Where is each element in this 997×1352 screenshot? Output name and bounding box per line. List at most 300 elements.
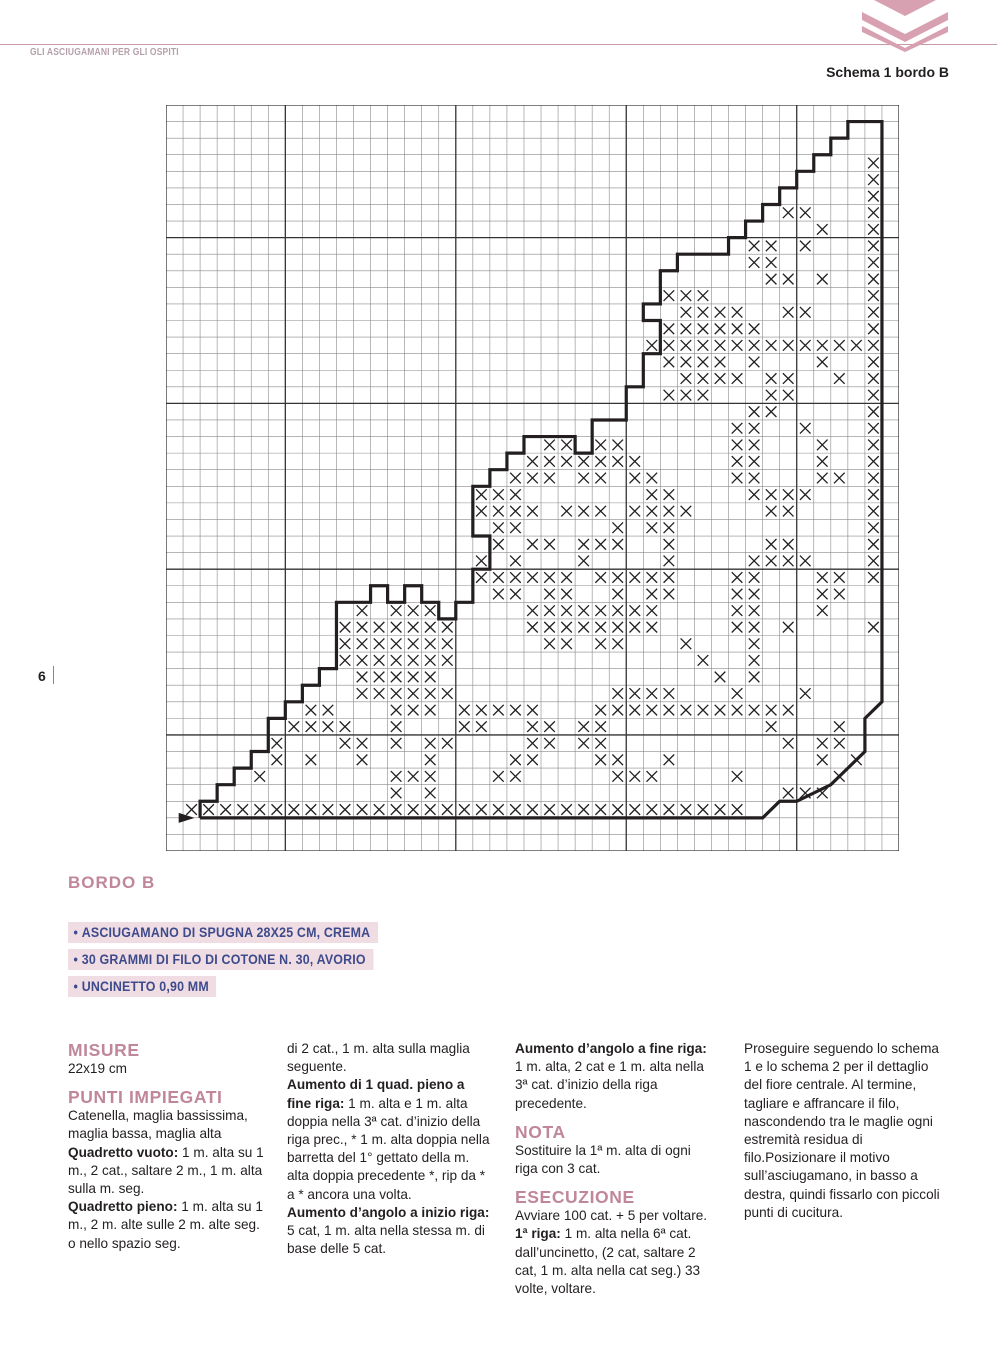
stitch-mark — [732, 323, 743, 334]
stitch-mark — [698, 655, 709, 666]
page-number-divider — [53, 666, 54, 684]
stitch-mark — [425, 638, 436, 649]
stitch-mark — [783, 556, 794, 567]
stitch-mark — [834, 473, 845, 484]
stitch-mark — [664, 340, 675, 351]
stitch-mark — [578, 804, 589, 815]
stitch-mark — [766, 705, 777, 716]
stitch-mark — [306, 755, 317, 766]
stitch-mark — [629, 605, 640, 616]
stitch-mark — [868, 539, 879, 550]
stitch-mark — [612, 572, 623, 583]
stitch-mark — [442, 638, 453, 649]
stitch-mark — [476, 489, 487, 500]
stitch-mark — [493, 506, 504, 517]
stitch-mark — [629, 572, 640, 583]
stitch-mark — [868, 522, 879, 533]
stitch-mark — [476, 721, 487, 732]
stitch-mark — [868, 323, 879, 334]
stitch-mark — [237, 804, 248, 815]
stitch-mark — [681, 340, 692, 351]
nota-heading: NOTA — [515, 1121, 566, 1142]
stitch-mark — [783, 622, 794, 633]
stitch-mark — [595, 738, 606, 749]
stitch-mark — [715, 672, 726, 683]
header-rule — [0, 44, 997, 45]
bullet-icon: • — [73, 925, 79, 940]
stitch-mark — [749, 489, 760, 500]
stitch-mark — [732, 340, 743, 351]
stitch-mark — [698, 373, 709, 384]
stitch-mark — [681, 804, 692, 815]
stitch-mark — [357, 622, 368, 633]
stitch-mark — [800, 423, 811, 434]
stitch-mark — [544, 473, 555, 484]
stitch-mark — [647, 804, 658, 815]
column-4 — [744, 1040, 949, 1222]
stitch-mark — [612, 804, 623, 815]
stitch-mark — [476, 506, 487, 517]
stitch-mark — [749, 456, 760, 467]
stitch-mark — [664, 357, 675, 368]
misure-heading: MISURE — [68, 1040, 140, 1060]
stitch-mark — [766, 340, 777, 351]
stitch-mark — [578, 738, 589, 749]
stitch-mark — [698, 307, 709, 318]
stitch-mark — [391, 638, 402, 649]
stitch-mark — [664, 489, 675, 500]
stitch-mark — [732, 473, 743, 484]
stitch-mark — [698, 705, 709, 716]
stitch-mark — [340, 804, 351, 815]
stitch-mark — [595, 622, 606, 633]
stitch-mark — [510, 804, 521, 815]
stitch-mark — [715, 307, 726, 318]
stitch-mark — [664, 506, 675, 517]
scheme-title: Schema 1 bordo B — [826, 64, 949, 80]
stitch-mark — [306, 721, 317, 732]
stitch-mark — [476, 705, 487, 716]
stitch-mark — [340, 622, 351, 633]
stitch-mark — [868, 506, 879, 517]
stitch-mark — [749, 672, 760, 683]
stitch-mark — [323, 705, 334, 716]
stitch-mark — [732, 423, 743, 434]
stitch-mark — [868, 224, 879, 235]
aumento-angolo-fine: Aumento d’angolo a fine riga: 1 m. alta, 2 cat e 1 m. alta nella 3ª cat. d’inizio della riga precedente. — [515, 1041, 707, 1111]
stitch-mark — [715, 804, 726, 815]
stitch-mark — [681, 638, 692, 649]
stitch-mark — [629, 506, 640, 517]
stitch-mark — [391, 605, 402, 616]
stitch-mark — [766, 556, 777, 567]
stitch-mark — [817, 440, 828, 451]
stitch-mark — [817, 456, 828, 467]
stitch-mark — [817, 589, 828, 600]
stitch-mark — [561, 622, 572, 633]
stitch-mark — [732, 705, 743, 716]
stitch-mark — [391, 622, 402, 633]
stitch-mark — [425, 804, 436, 815]
stitch-mark — [612, 456, 623, 467]
stitch-mark — [834, 572, 845, 583]
stitch-mark — [749, 605, 760, 616]
stitch-mark — [749, 440, 760, 451]
stitch-mark — [595, 605, 606, 616]
stitch-mark — [749, 340, 760, 351]
stitch-mark — [732, 622, 743, 633]
stitch-mark — [766, 390, 777, 401]
stitch-mark — [595, 456, 606, 467]
stitch-mark — [834, 589, 845, 600]
stitch-mark — [868, 423, 879, 434]
stitch-mark — [647, 705, 658, 716]
stitch-mark — [766, 489, 777, 500]
stitch-mark — [612, 440, 623, 451]
stitch-mark — [868, 406, 879, 417]
stitch-mark — [647, 688, 658, 699]
stitch-mark — [544, 738, 555, 749]
stitch-mark — [493, 804, 504, 815]
stitch-mark — [527, 572, 538, 583]
stitch-mark — [391, 705, 402, 716]
stitch-mark — [749, 572, 760, 583]
stitch-mark — [186, 804, 197, 815]
materials-list — [68, 922, 405, 1003]
stitch-mark — [340, 655, 351, 666]
stitch-mark — [527, 456, 538, 467]
stitch-mark — [800, 307, 811, 318]
stitch-mark — [664, 589, 675, 600]
stitch-mark — [425, 672, 436, 683]
stitch-mark — [357, 672, 368, 683]
stitch-mark — [425, 688, 436, 699]
crochet-chart — [166, 105, 899, 851]
stitch-mark — [254, 771, 265, 782]
stitch-mark — [715, 323, 726, 334]
stitch-mark — [766, 241, 777, 252]
stitch-mark — [289, 804, 300, 815]
stitch-mark — [698, 340, 709, 351]
stitch-mark — [783, 539, 794, 550]
stitch-mark — [732, 373, 743, 384]
stitch-mark — [357, 605, 368, 616]
stitch-mark — [783, 307, 794, 318]
stitch-mark — [357, 755, 368, 766]
stitch-mark — [442, 804, 453, 815]
stitch-mark — [391, 738, 402, 749]
stitch-mark — [783, 340, 794, 351]
stitch-mark — [629, 622, 640, 633]
stitch-mark — [800, 241, 811, 252]
column-1 — [68, 1040, 268, 1253]
stitch-mark — [868, 456, 879, 467]
column-2 — [287, 1040, 492, 1258]
stitch-mark — [817, 340, 828, 351]
stitch-mark — [578, 556, 589, 567]
stitch-mark — [749, 257, 760, 268]
stitch-mark — [357, 688, 368, 699]
stitch-mark — [647, 489, 658, 500]
stitch-mark — [561, 456, 572, 467]
bullet-icon: • — [73, 952, 79, 967]
stitch-mark — [817, 605, 828, 616]
stitch-mark — [306, 804, 317, 815]
stitch-mark — [851, 340, 862, 351]
stitch-mark — [766, 406, 777, 417]
stitch-mark — [868, 489, 879, 500]
stitch-mark — [578, 506, 589, 517]
stitch-mark — [817, 572, 828, 583]
stitch-mark — [374, 688, 385, 699]
stitch-mark — [766, 274, 777, 285]
stitch-mark — [374, 638, 385, 649]
stitch-mark — [664, 290, 675, 301]
stitch-mark — [612, 705, 623, 716]
stitch-mark — [783, 489, 794, 500]
stitch-mark — [408, 688, 419, 699]
stitch-mark — [561, 589, 572, 600]
stitch-mark — [681, 373, 692, 384]
stitch-mark — [868, 556, 879, 567]
stitch-mark — [561, 638, 572, 649]
stitch-mark — [408, 605, 419, 616]
stitch-mark — [868, 572, 879, 583]
stitch-mark — [493, 572, 504, 583]
stitch-mark — [681, 390, 692, 401]
stitch-mark — [664, 804, 675, 815]
stitch-mark — [800, 340, 811, 351]
stitch-mark — [544, 456, 555, 467]
stitch-mark — [783, 705, 794, 716]
stitch-mark — [629, 705, 640, 716]
aumento-quad-pieno: Aumento di 1 quad. pieno a fine riga: 1 m. alta e 1 m. alta doppia nella 3ª cat. d’inizio della riga prec., * 1 m. alta doppia nella barretta del 1° gettato della m. alta doppia precedente *, rip da * a * ancora una volta. — [287, 1077, 490, 1202]
quadretto-pieno: Quadretto pieno: 1 m. alta su 1 m., 2 m. alte sulle 2 m. alte seg. o nello spazio seg. — [68, 1199, 263, 1251]
stitch-mark — [664, 572, 675, 583]
stitch-mark — [664, 323, 675, 334]
stitch-mark — [476, 804, 487, 815]
stitch-mark — [629, 771, 640, 782]
stitch-mark — [459, 721, 470, 732]
stitch-mark — [578, 605, 589, 616]
quadretto-vuoto: Quadretto vuoto: 1 m. alta su 1 m., 2 cat., saltare 2 m., 1 m. alta sulla m. seg. — [68, 1144, 264, 1197]
stitch-mark — [783, 788, 794, 799]
stitch-mark — [647, 589, 658, 600]
stitch-mark — [783, 506, 794, 517]
stitch-mark — [817, 738, 828, 749]
stitch-mark — [681, 290, 692, 301]
stitch-mark — [664, 539, 675, 550]
stitch-mark — [561, 804, 572, 815]
stitch-mark — [664, 390, 675, 401]
stitch-mark — [391, 672, 402, 683]
stitch-mark — [715, 705, 726, 716]
stitch-mark — [749, 241, 760, 252]
esecuzione-intro: Avviare 100 cat. + 5 per voltare. — [515, 1208, 708, 1224]
stitch-mark — [595, 705, 606, 716]
stitch-mark — [595, 572, 606, 583]
stitch-mark — [561, 572, 572, 583]
stitch-mark — [459, 705, 470, 716]
stitch-mark — [561, 506, 572, 517]
stitch-mark — [698, 357, 709, 368]
stitch-mark — [647, 572, 658, 583]
stitch-mark — [544, 638, 555, 649]
stitch-mark — [868, 307, 879, 318]
stitch-mark — [510, 755, 521, 766]
stitch-mark — [732, 440, 743, 451]
stitch-mark — [612, 539, 623, 550]
stitch-mark — [749, 423, 760, 434]
stitch-mark — [578, 539, 589, 550]
stitch-mark — [868, 473, 879, 484]
stitch-mark — [612, 771, 623, 782]
stitch-mark — [442, 622, 453, 633]
stitch-mark — [749, 589, 760, 600]
stitch-mark — [544, 804, 555, 815]
stitch-mark — [510, 506, 521, 517]
stitch-mark — [425, 605, 436, 616]
stitch-mark — [510, 489, 521, 500]
stitch-mark — [783, 738, 794, 749]
page-number: 6 — [38, 668, 46, 684]
stitch-mark — [766, 257, 777, 268]
material-item: • 30 GRAMMI DI FILO DI COTONE N. 30, AVORIO — [68, 949, 373, 970]
material-item: • ASCIUGAMANO DI SPUGNA 28X25 CM, CREMA — [68, 922, 378, 943]
stitch-mark — [289, 721, 300, 732]
stitch-mark — [425, 705, 436, 716]
stitch-mark — [374, 655, 385, 666]
stitch-mark — [527, 804, 538, 815]
stitch-mark — [681, 323, 692, 334]
stitch-mark — [271, 755, 282, 766]
stitch-mark — [425, 738, 436, 749]
stitch-mark — [391, 721, 402, 732]
stitch-mark — [868, 440, 879, 451]
stitch-mark — [595, 473, 606, 484]
stitch-mark — [749, 655, 760, 666]
stitch-mark — [868, 357, 879, 368]
stitch-mark — [681, 307, 692, 318]
stitch-mark — [595, 539, 606, 550]
stitch-mark — [408, 638, 419, 649]
stitch-mark — [493, 539, 504, 550]
stitch-mark — [612, 589, 623, 600]
stitch-mark — [544, 605, 555, 616]
stitch-mark — [544, 589, 555, 600]
stitch-mark — [271, 738, 282, 749]
stitch-mark — [868, 622, 879, 633]
stitch-mark — [527, 506, 538, 517]
stitch-mark — [357, 738, 368, 749]
stitch-mark — [493, 705, 504, 716]
stitch-mark — [391, 788, 402, 799]
stitch-mark — [527, 473, 538, 484]
stitch-mark — [595, 506, 606, 517]
stitch-mark — [561, 605, 572, 616]
stitch-mark — [493, 771, 504, 782]
stitch-mark — [612, 605, 623, 616]
stitch-mark — [732, 771, 743, 782]
stitch-mark — [510, 589, 521, 600]
stitch-mark — [664, 556, 675, 567]
stitch-mark — [800, 556, 811, 567]
stitch-mark — [868, 257, 879, 268]
stitch-mark — [749, 556, 760, 567]
stitch-mark — [493, 489, 504, 500]
stitch-mark — [868, 373, 879, 384]
stitch-mark — [527, 738, 538, 749]
stitch-mark — [459, 804, 470, 815]
stitch-mark — [732, 572, 743, 583]
stitch-mark — [647, 622, 658, 633]
stitch-mark — [544, 539, 555, 550]
column-3 — [515, 1040, 715, 1298]
stitch-mark — [800, 688, 811, 699]
stitch-mark — [357, 655, 368, 666]
stitch-mark — [527, 755, 538, 766]
bullet-icon: • — [73, 979, 79, 994]
stitch-mark — [544, 572, 555, 583]
stitch-mark — [817, 274, 828, 285]
section-title: BORDO B — [68, 873, 156, 892]
stitch-mark — [544, 622, 555, 633]
stitch-mark — [629, 804, 640, 815]
stitch-mark — [374, 672, 385, 683]
esecuzione-text: Proseguire seguendo lo schema 1 e lo schema 2 per il dettaglio del fiore centrale. Al termine, tagliare e affrancare il filo, nascondendo tra le maglie ogni estremità residua di filo.Posizionare il motivo sull’asciugamano, in basso a destra, quindi fissarlo con piccoli punti di cucitura. — [744, 1041, 940, 1220]
aumento-angolo-inizio: Aumento d’angolo a inizio riga: 5 cat, 1 m. alta nella stessa m. di base delle 5 cat. — [287, 1204, 490, 1257]
stitch-mark — [527, 705, 538, 716]
stitch-mark — [306, 705, 317, 716]
stitch-mark — [783, 274, 794, 285]
stitch-mark — [374, 804, 385, 815]
stitch-mark — [578, 473, 589, 484]
stitch-mark — [510, 572, 521, 583]
stitch-mark — [766, 721, 777, 732]
stitch-mark — [527, 721, 538, 732]
stitch-mark — [442, 688, 453, 699]
stitch-mark — [476, 556, 487, 567]
stitch-mark — [340, 738, 351, 749]
stitch-mark — [578, 721, 589, 732]
stitch-mark — [391, 655, 402, 666]
stitch-mark — [647, 605, 658, 616]
stitch-mark — [220, 804, 231, 815]
stitch-mark — [834, 340, 845, 351]
stitch-mark — [323, 804, 334, 815]
stitch-mark — [612, 638, 623, 649]
stitch-mark — [681, 506, 692, 517]
stitch-mark — [664, 522, 675, 533]
punti-heading: PUNTI IMPIEGATI — [68, 1087, 223, 1108]
stitch-mark — [868, 191, 879, 202]
stitch-mark — [817, 473, 828, 484]
stitch-mark — [647, 473, 658, 484]
material-item: • UNCINETTO 0,90 MM — [68, 976, 216, 997]
stitch-mark — [510, 522, 521, 533]
stitch-mark — [408, 804, 419, 815]
stitch-mark — [254, 804, 265, 815]
running-head: GLI ASCIUGAMANI PER GLI OSPITI — [30, 47, 179, 58]
stitch-mark — [698, 390, 709, 401]
stitch-mark — [800, 207, 811, 218]
stitch-mark — [442, 655, 453, 666]
stitch-mark — [595, 721, 606, 732]
stitch-mark — [783, 390, 794, 401]
stitch-mark — [715, 357, 726, 368]
stitch-mark — [749, 705, 760, 716]
stitch-mark — [698, 804, 709, 815]
